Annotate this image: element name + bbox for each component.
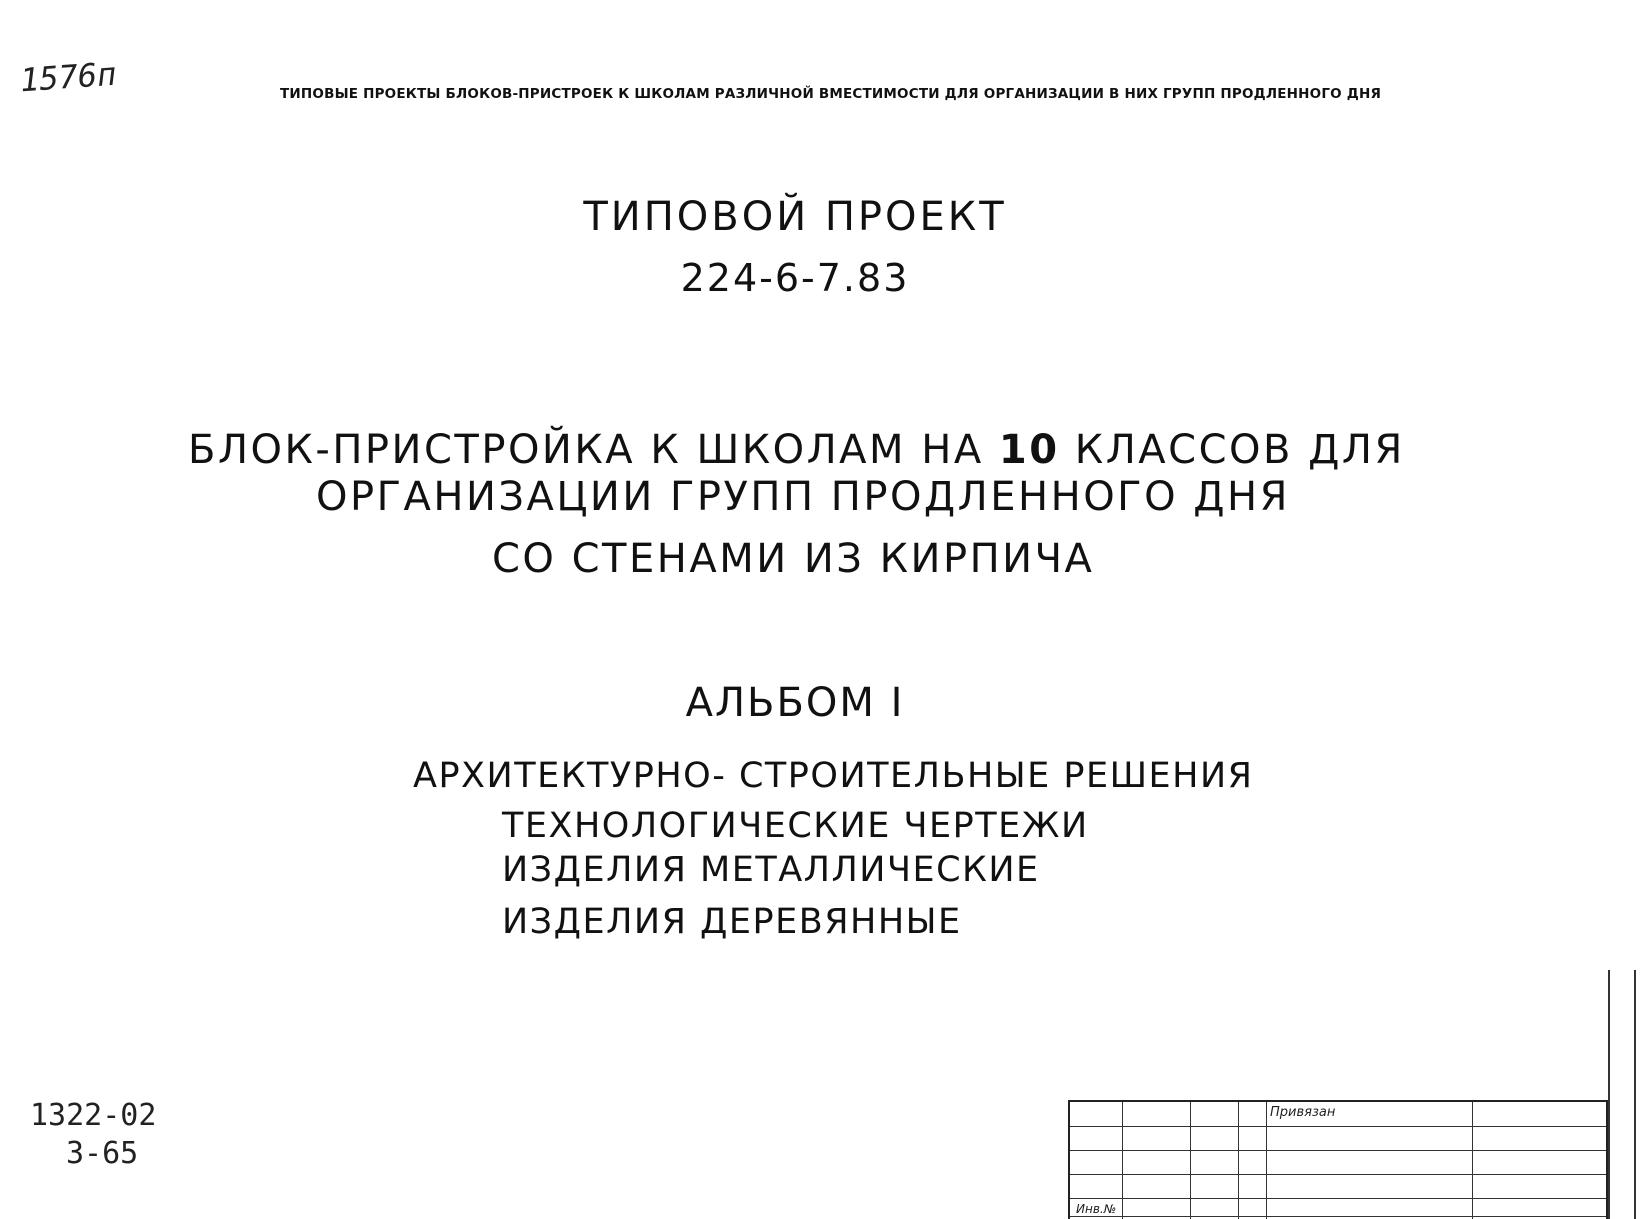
title-block-stamp: [1068, 1100, 1608, 1219]
project-label: ТИПОВОЙ ПРОЕКТ: [583, 194, 1007, 240]
inventory-sub: 3-65: [66, 1136, 139, 1171]
title-line-1-number: 10: [998, 427, 1060, 473]
title-line-1: [188, 427, 1405, 473]
title-line-3: СО СТЕНАМИ ИЗ КИРПИЧА: [492, 536, 1095, 582]
archive-number: 1576п: [18, 54, 118, 100]
album-label: АЛЬБОМ I: [685, 680, 905, 726]
title-line-1-after: КЛАССОВ ДЛЯ: [1059, 427, 1405, 473]
binding-line: [1608, 970, 1610, 1219]
title-line-2: ОРГАНИЗАЦИИ ГРУПП ПРОДЛЕННОГО ДНЯ: [316, 474, 1290, 520]
series-heading: ТИПОВЫЕ ПРОЕКТЫ БЛОКОВ-ПРИСТРОЕК К ШКОЛАМ РАЗЛИЧНОЙ ВМЕСТИМОСТИ ДЛЯ ОРГАНИЗАЦИИ В НИХ ГРУПП ПРОДЛЕННОГО ДНЯ: [280, 86, 1382, 102]
album-content-item: ИЗДЕЛИЯ МЕТАЛЛИЧЕСКИЕ: [502, 850, 1040, 890]
inventory-code: 1322-02: [30, 1098, 157, 1133]
binding-line: [1634, 970, 1636, 1219]
project-number: 224-6-7.83: [680, 256, 910, 300]
album-content-item: ИЗДЕЛИЯ ДЕРЕВЯННЫЕ: [502, 902, 962, 942]
album-content-item: АРХИТЕКТУРНО- СТРОИТЕЛЬНЫЕ РЕШЕНИЯ: [413, 756, 1254, 796]
stamp-tied-label: Привязан: [1270, 1105, 1336, 1120]
stamp-inv-label: Инв.№: [1076, 1202, 1117, 1216]
album-content-item: ТЕХНОЛОГИЧЕСКИЕ ЧЕРТЕЖИ: [502, 806, 1089, 846]
title-line-1-before: БЛОК-ПРИСТРОЙКА К ШКОЛАМ НА: [188, 427, 999, 473]
